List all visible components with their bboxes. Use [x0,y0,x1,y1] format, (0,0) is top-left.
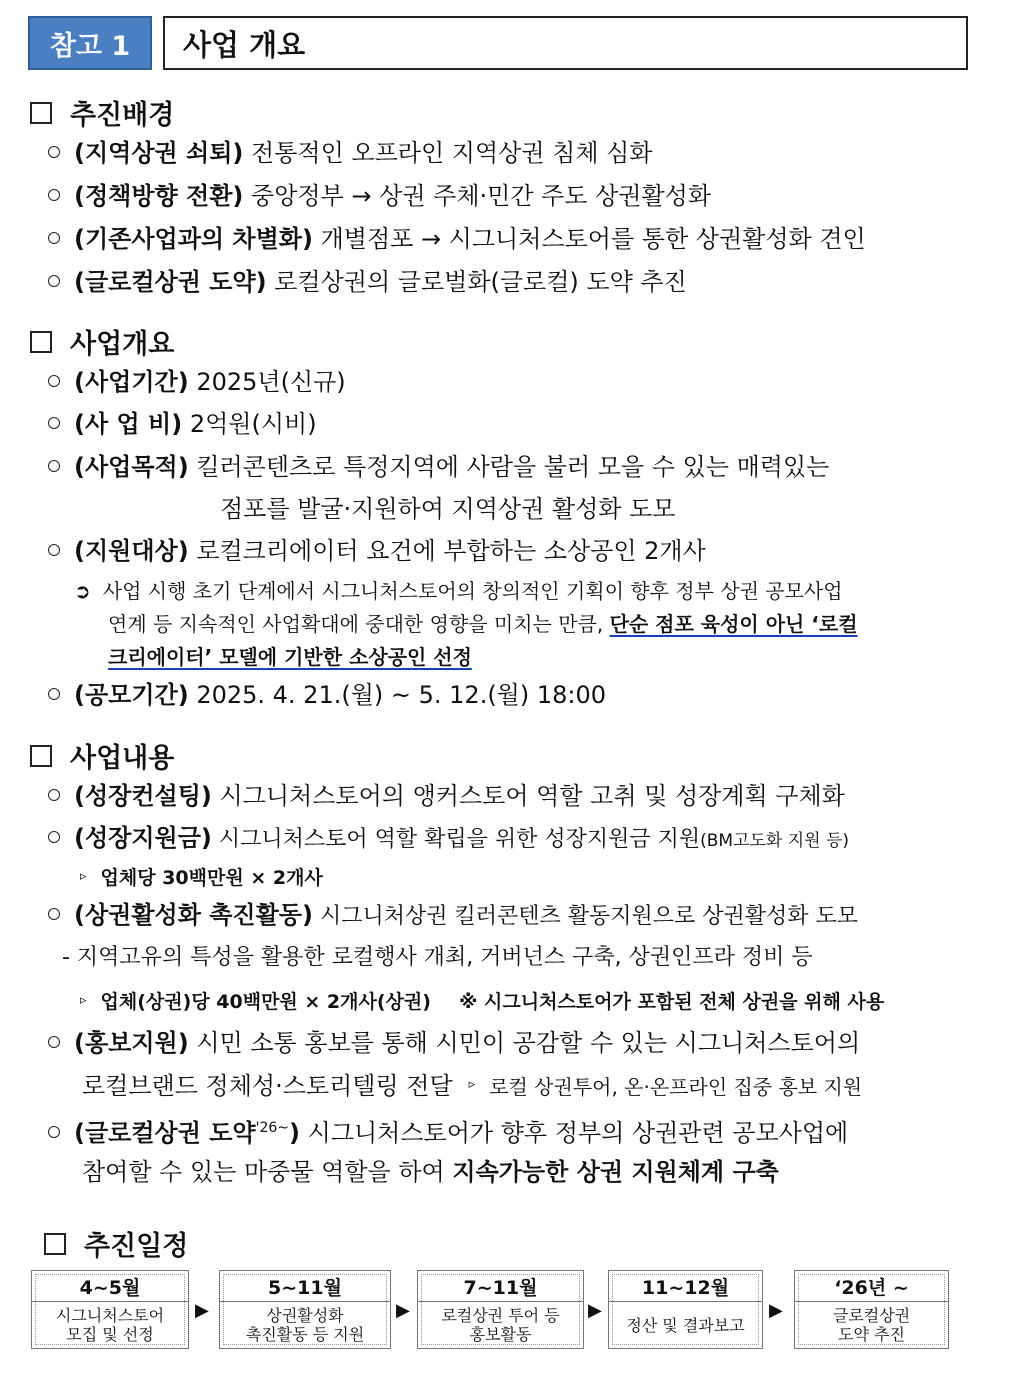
reference-note: ※ 시그니처스토어가 포함된 전체 상권을 위해 사용 [458,991,885,1013]
note-text: 사업 시행 초기 단계에서 시그니처스토어의 창의적인 기획이 향후 정부 상권 공모사업 [102,579,843,603]
list-item-purpose [48,451,829,483]
circle-bullet-icon [48,908,60,920]
circle-bullet-icon [48,544,60,556]
list-item-purpose-cont: 점포를 발굴·지원하여 지역상권 활성화 도모 [220,495,676,523]
stage-body [32,1302,188,1348]
item-label: (성장컨설팅) [74,782,212,810]
item-text: 2025년(신규) [188,368,346,396]
pr-line-2 [82,1070,862,1103]
list-item-promo [48,899,858,933]
stage-period: 5~11월 [220,1271,390,1302]
circle-bullet-icon [48,275,60,287]
item-text: 중앙정부 → 상권 주체·민간 주도 상권활성화 [243,182,712,210]
sub-text: 업체(상권)당 40백만원 × 2개사(상권) [100,991,431,1013]
list-item-period [48,366,346,398]
note-line-2 [108,609,858,639]
item-label: (지원대상) [74,537,189,565]
item-emphasis: 지속가능한 상권 지원체계 구축 [452,1158,779,1186]
item-text: 시그니처스토어의 앵커스토어 역할 고취 및 성장계획 구체화 [211,782,845,810]
glocal-line-2 [82,1156,779,1188]
stage-period: 11~12월 [609,1271,762,1302]
section-title: 사업내용 [70,743,175,774]
circle-bullet-icon [48,688,60,700]
circle-bullet-icon [48,831,60,843]
stage-text: 도약 추진 [838,1325,905,1344]
section-title: 추진일정 [84,1231,189,1262]
circle-bullet-icon [48,189,60,201]
item-text: 로컬 상권투어, 온·온프라인 집중 홍보 지원 [489,1075,863,1099]
note-line-1 [74,576,843,606]
schedule-stage [608,1270,763,1349]
section-title: 사업개요 [70,329,175,360]
list-item-fund [48,822,849,857]
triangle-bullet-icon: ▹ [80,868,87,884]
circle-bullet-icon [48,1126,60,1138]
item-label: (기존사업과의 차별화) [74,225,313,253]
promo-sub-item [80,988,884,1017]
checkbox-square-icon [30,331,52,353]
section-overview-heading [30,322,174,361]
item-text: 시민 소통 홍보를 통해 시민이 공감할 수 있는 시그니처스토어의 [188,1029,861,1057]
section-content-heading [30,736,174,775]
schedule-stage [219,1270,391,1349]
item-text: 시그니처스토어 역할 확립을 위한 성장지원금 지원 [211,827,701,852]
item-text: 2025. 4. 21.(월) ~ 5. 12.(월) 18:00 [188,681,607,709]
item-text: 전통적인 오프라인 지역상권 침체 심화 [243,139,653,167]
stage-body [795,1302,948,1348]
item-label: (지역상권 쇠퇴) [74,139,244,167]
circle-bullet-icon [48,1036,60,1048]
stage-body [418,1302,583,1348]
list-item-budget [48,408,317,440]
stage-body [220,1302,390,1348]
list-item [48,137,653,169]
item-label: (글로컬상권 도약) [74,268,267,296]
note-emphasis: 단순 점포 육성이 아닌 ‘로컬 [609,612,858,636]
stage-text: 상권활성화 [266,1306,344,1325]
checkbox-square-icon [44,1233,66,1255]
item-text: 시그니처스토어가 향후 정부의 상권관련 공모사업에 [300,1119,849,1147]
arrow-mark-icon: ➲ [74,579,91,603]
section-schedule-heading [44,1224,188,1263]
checkbox-square-icon [30,102,52,124]
item-label: (정책방향 전환) [74,182,244,210]
stage-text: 촉진활동 등 지원 [245,1325,365,1344]
item-text: 참여할 수 있는 마중물 역할을 하여 [82,1158,453,1186]
circle-bullet-icon [48,375,60,387]
list-item [48,223,866,255]
schedule-stage [794,1270,949,1349]
circle-bullet-icon [48,460,60,472]
item-text: 로컬상권의 글로벌화(글로컬) 도약 추진 [266,268,687,296]
triangle-bullet-icon: ▹ [80,992,87,1008]
item-label: (글로컬상권 도약 [74,1119,256,1147]
list-item-glocal [48,1112,848,1149]
stage-text: 정산 및 결과보고 [626,1315,745,1335]
arrow-right-icon: ▶ [769,1300,783,1321]
stage-period: 4~5월 [32,1271,188,1302]
item-label: (사 업 비) [74,410,183,438]
item-label: (사업기간) [74,368,189,396]
stage-period: 7~11월 [418,1271,583,1302]
page-title: 사업 개요 [163,16,968,70]
item-superscript: '26~ [255,1120,290,1136]
item-text: 로컬브랜드 정체성·스토리텔링 전달 [82,1072,453,1100]
note-text: 연계 등 지속적인 사업확대에 중대한 영향을 미치는 만큼, [108,612,610,636]
list-item-consulting [48,780,845,812]
stage-text: 모집 및 선정 [66,1325,154,1344]
circle-bullet-icon [48,789,60,801]
item-label: (사업목적) [74,453,189,481]
circle-bullet-icon [48,146,60,158]
list-item-recruit [48,679,606,711]
item-label: (성장지원금) [74,824,212,852]
list-item-target [48,535,706,567]
list-item-pr [48,1027,860,1059]
arrow-right-icon: ▶ [588,1300,602,1321]
item-text: 로컬크리에이터 요건에 부합하는 소상공인 2개사 [188,537,706,565]
promo-dash-item: - 지역고유의 특성을 활용한 로컬행사 개최, 거버넌스 구축, 상권인프라 정비 등 [62,945,813,970]
item-small-text: (BM고도화 지원 등) [700,831,850,851]
item-label: (상권활성화 촉진활동) [74,901,313,929]
item-text: 개별점포 → 시그니처스토어를 통한 상권활성화 견인 [312,225,866,253]
item-label-end: ) [289,1119,300,1147]
arrow-right-icon: ▶ [396,1300,410,1321]
section-background-heading [30,93,174,132]
section-title: 추진배경 [70,100,175,131]
stage-text: 홍보활동 [469,1325,532,1344]
stage-text: 글로컬상권 [832,1306,911,1325]
arrow-right-icon: ▶ [195,1300,209,1321]
stage-text: 로컬상권 투어 등 [441,1306,560,1325]
item-text: 시그니처상권 킬러콘텐츠 활동지원으로 상권활성화 도모 [312,904,858,929]
list-item [48,180,711,212]
stage-period: ‘26년 ~ [795,1271,948,1302]
sub-text: 업체당 30백만원 × 2개사 [100,867,323,889]
stage-text: 시그니처스토어 [55,1306,165,1325]
triangle-bullet-icon: ▹ [468,1077,476,1092]
note-line-3 [108,642,472,672]
checkbox-square-icon [30,745,52,767]
item-text: 킬러콘텐츠로 특정지역에 사람을 불러 모을 수 있는 매력있는 [188,453,830,481]
reference-tag: 참고 1 [28,16,152,70]
item-label: (홍보지원) [74,1029,189,1057]
item-label: (공모기간) [74,681,189,709]
note-emphasis: 크리에이터’ 모델에 기반한 소상공인 선정 [108,645,472,669]
circle-bullet-icon [48,417,60,429]
schedule-stage [417,1270,584,1349]
stage-body [609,1302,762,1348]
schedule-stage [31,1270,189,1349]
list-item [48,266,687,298]
fund-sub-item [80,864,323,893]
item-text: 2억원(시비) [182,410,317,438]
circle-bullet-icon [48,232,60,244]
